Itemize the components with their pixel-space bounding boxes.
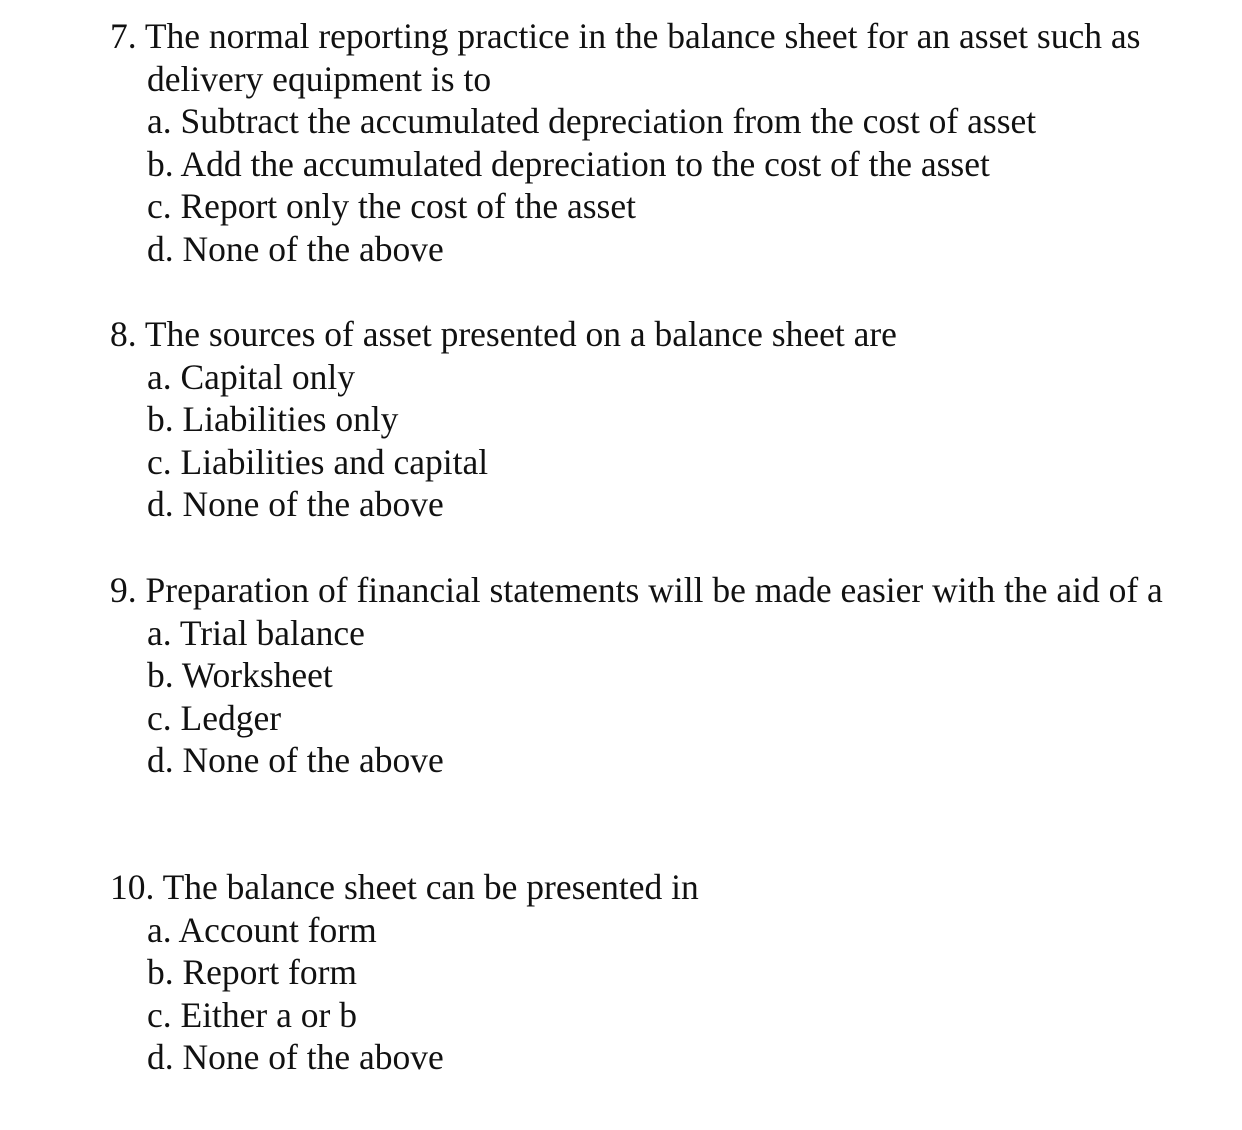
question-8-option-a: a. Capital only xyxy=(147,356,356,397)
question-7-option-a: a. Subtract the accumulated depreciation from the cost of asset xyxy=(147,101,1037,142)
question-10 xyxy=(110,866,1210,1079)
question-9-option-a: a. Trial balance xyxy=(147,612,365,653)
question-7-option-b: b. Add the accumulated depreciation to the cost of the asset xyxy=(147,143,990,184)
question-9-stem: 9. Preparation of financial statements will be made easier with the aid of a xyxy=(110,570,1163,610)
question-10-option-a: a. Account form xyxy=(147,909,377,950)
question-7-option-d: d. None of the above xyxy=(147,228,444,269)
question-8-option-b: b. Liabilities only xyxy=(147,399,399,440)
question-8-option-c: c. Liabilities and capital xyxy=(147,441,489,482)
question-10-stem: 10. The balance sheet can be presented in xyxy=(110,867,699,907)
question-8-options xyxy=(110,356,1210,526)
question-7-stem: 7. The normal reporting practice in the balance sheet for an asset such as delivery equipment is to xyxy=(110,16,1141,99)
question-10-option-b: b. Report form xyxy=(147,952,358,993)
question-8-stem: 8. The sources of asset presented on a balance sheet are xyxy=(110,314,897,354)
question-7 xyxy=(110,15,1210,271)
question-9-option-c: c. Ledger xyxy=(147,697,282,738)
question-9-option-b: b. Worksheet xyxy=(147,655,333,696)
question-7-options xyxy=(110,100,1210,270)
question-10-option-d: d. None of the above xyxy=(147,1037,444,1078)
question-8-option-d: d. None of the above xyxy=(147,484,444,525)
question-7-option-c: c. Report only the cost of the asset xyxy=(147,186,636,227)
question-9-option-d: d. None of the above xyxy=(147,740,444,781)
question-9 xyxy=(110,569,1190,782)
question-10-options xyxy=(110,909,1210,1079)
question-10-option-c: c. Either a or b xyxy=(147,994,357,1035)
question-8 xyxy=(110,313,1210,526)
question-9-options xyxy=(110,612,1190,782)
